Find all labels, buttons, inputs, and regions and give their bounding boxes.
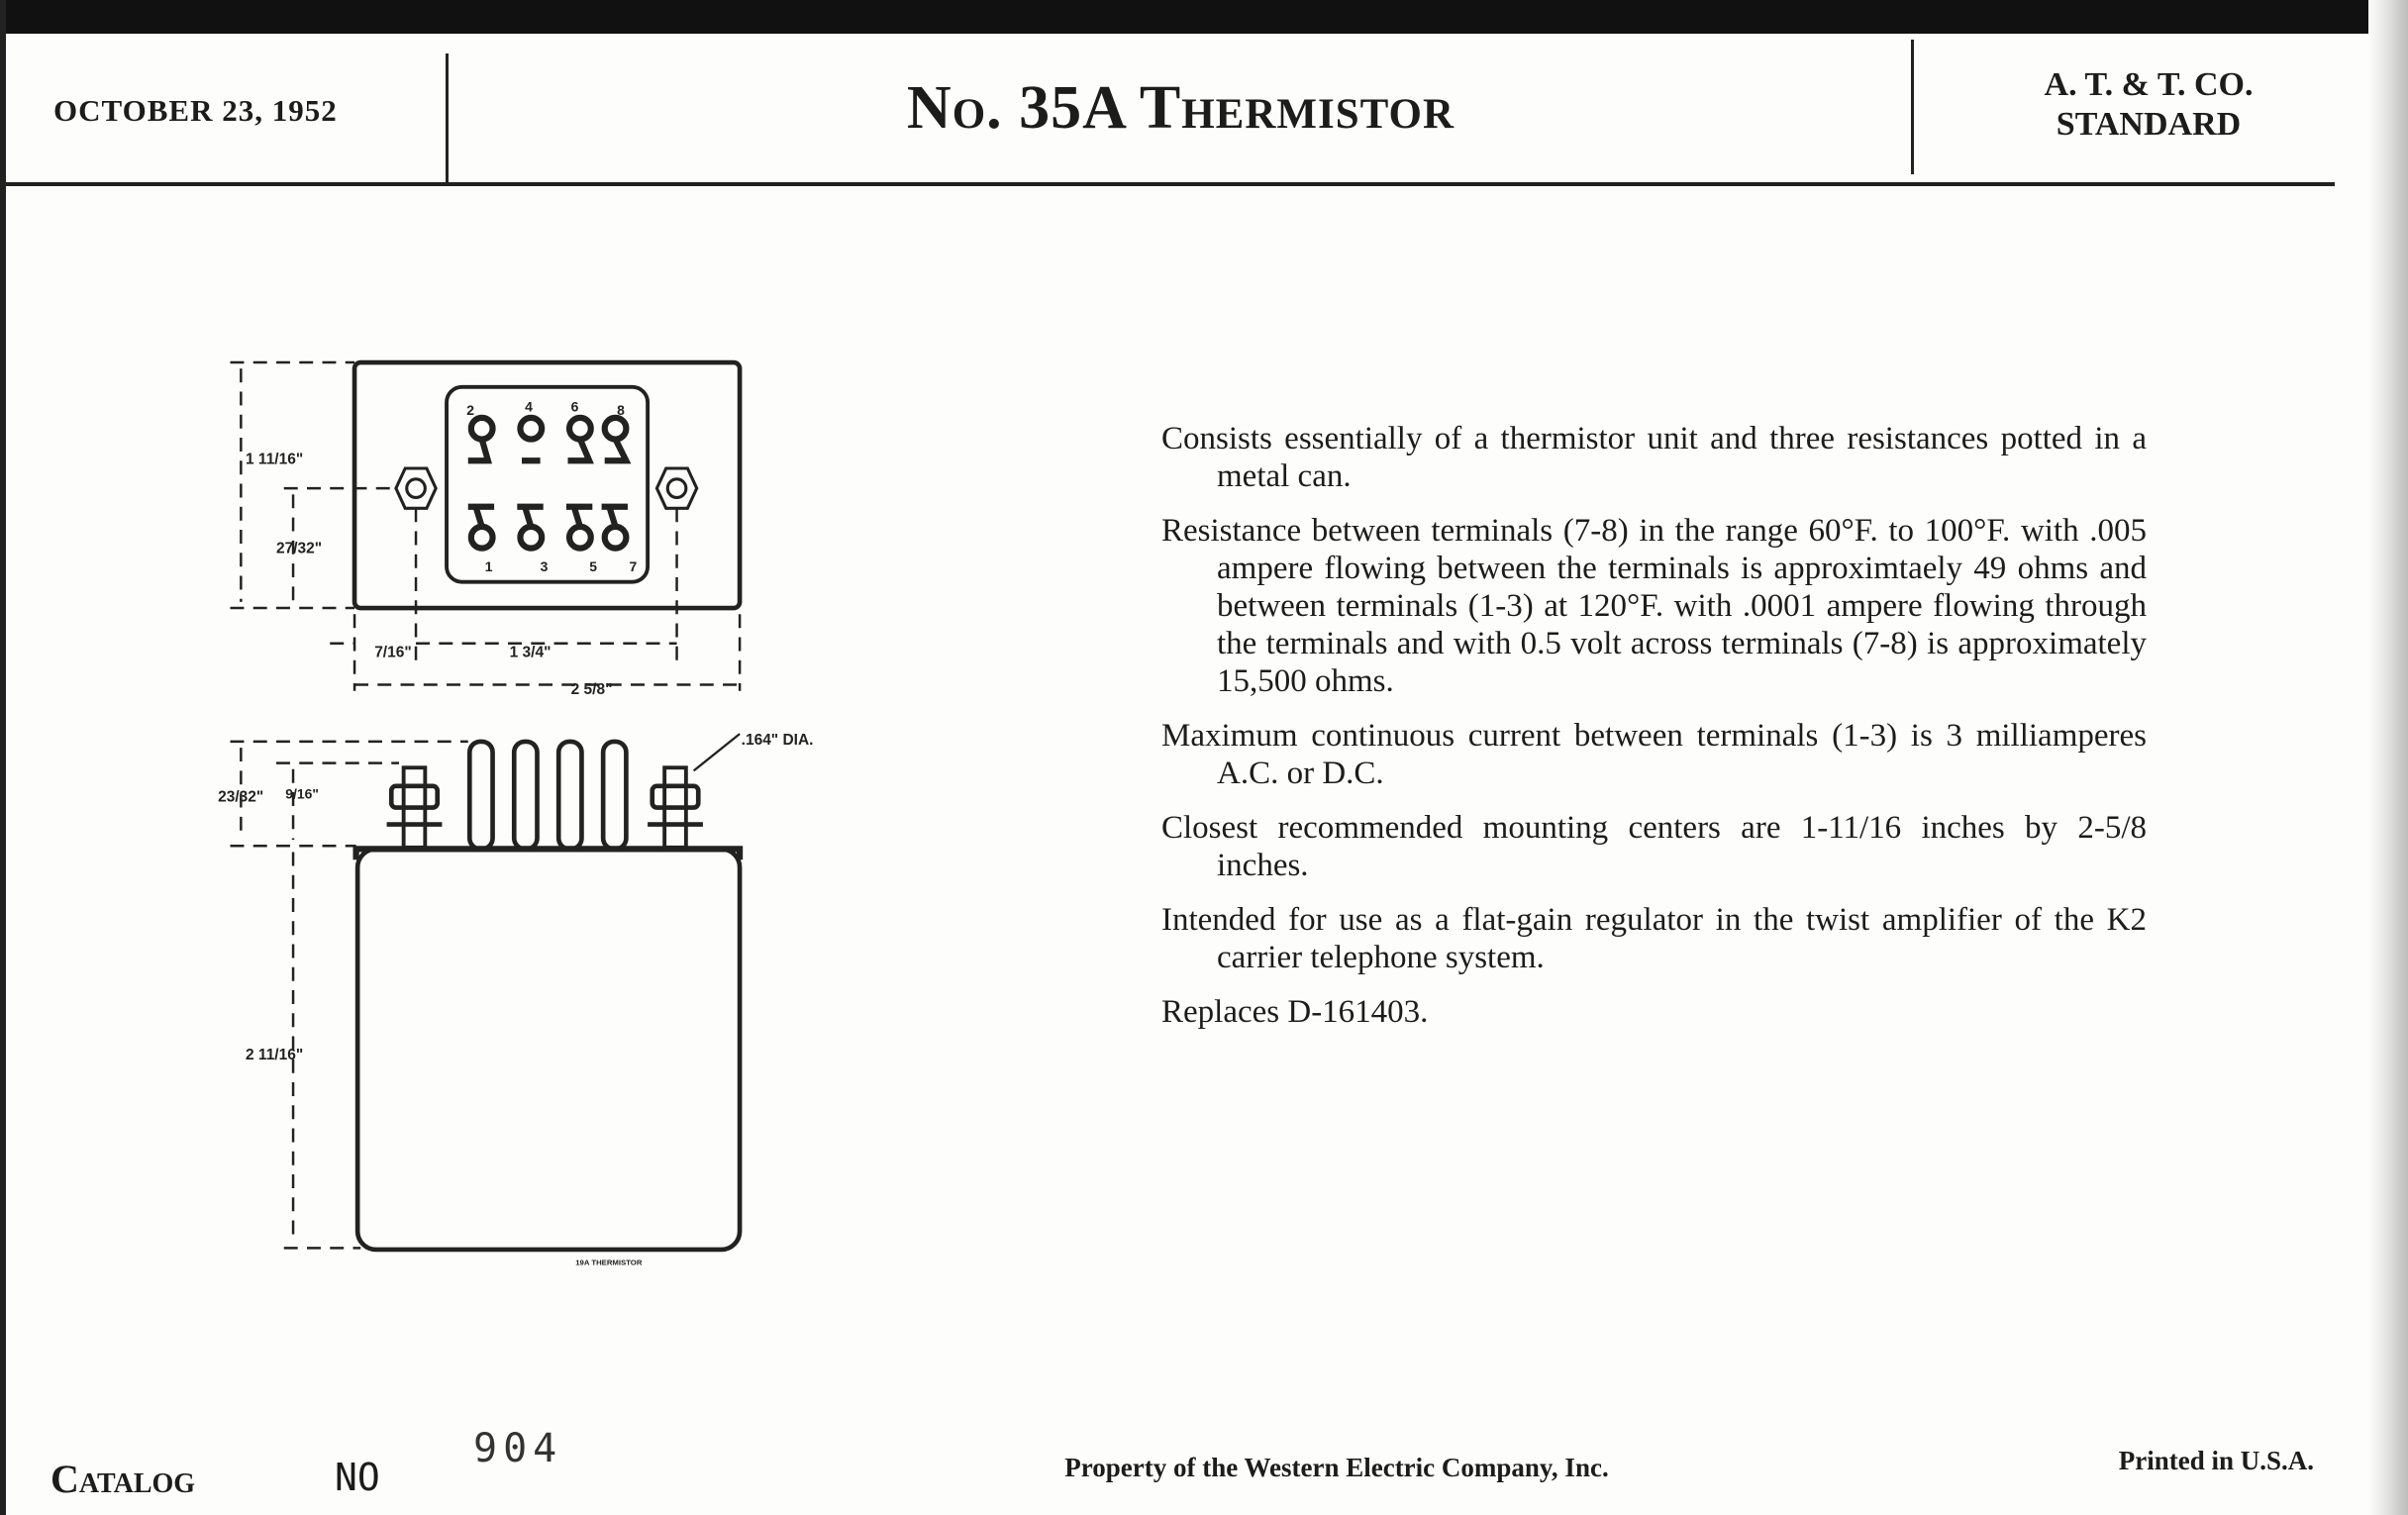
description-paragraph: Replaces D-161403. [1161,994,1429,1030]
catalog-number: 904 [473,1426,563,1471]
description-paragraph: Intended for use as a flat-gain regulator in the twist amplifier of the K2 carrier telephone system. [1161,902,2147,975]
terminal-5: 5 [589,557,597,574]
catalog-label: Catalog [50,1457,196,1501]
drawing-caption: 19A THERMISTOR [575,1258,643,1267]
dim-can-height: 2 11/16" [246,1046,304,1063]
stud-diameter-label: .164" DIA. [741,732,814,750]
dim-height-top: 1 11/16" [246,451,304,468]
description [1161,420,2147,1048]
terminal-4: 4 [525,398,533,415]
page-title: No. 35A Thermistor [906,74,1455,142]
terminal-7: 7 [629,557,638,574]
description-paragraph: Closest recommended mounting centers are 1-11/16 inches by 2-5/8 inches. [1161,810,2147,883]
terminal-1: 1 [484,557,493,574]
terminal-8: 8 [617,401,625,418]
terminal-3: 3 [540,557,549,574]
description-paragraph: Maximum continuous current between terminals (1-3) is 3 milliamperes A.C. or D.C. [1161,718,2147,791]
header-divider [446,53,449,182]
issue-date: OCTOBER 23, 1952 [53,93,338,128]
description-paragraph: Consists essentially of a thermistor unit and three resistances potted in a metal can. [1161,421,2147,494]
header-divider [1911,40,1914,174]
standard-line1: A. T. & T. CO. [2044,66,2254,103]
terminal-2: 2 [466,401,474,418]
printed-notice: Printed in U.S.A. [2118,1446,2314,1475]
dim-width: 2 5/8" [570,680,613,698]
scan-border-left [0,0,6,1515]
property-notice: Property of the Western Electric Company, Inc. [1064,1453,1609,1482]
standard-label [1916,65,2381,145]
dim-mount-span: 1 3/4" [509,644,552,661]
description-paragraph: Resistance between terminals (7-8) in the range 60°F. to 100°F. with .005 ampere flowing between the terminals is approximtaely 49 ohms and between terminals (1-3) at 120°F. with .0001 ampere flowing through the terminals and with 0.5 volt across terminals (7-8) is approximately 15,500 ohms. [1161,513,2147,699]
terminal-6: 6 [570,398,579,415]
dim-terminal-height: 23/32" [218,788,264,806]
catalog-no-label: NO [335,1456,380,1499]
dim-stud-height: 9/16" [285,785,320,802]
thermistor-drawing [215,338,859,1274]
dim-left-offset: 7/16" [374,644,412,661]
dim-mount-offset: 27/32" [276,540,323,557]
side-view [356,734,740,1250]
header-rule [6,182,2335,186]
scan-border-right [2368,0,2408,1515]
standard-line2: STANDARD [2056,106,2242,143]
scan-border-top [0,0,2408,34]
